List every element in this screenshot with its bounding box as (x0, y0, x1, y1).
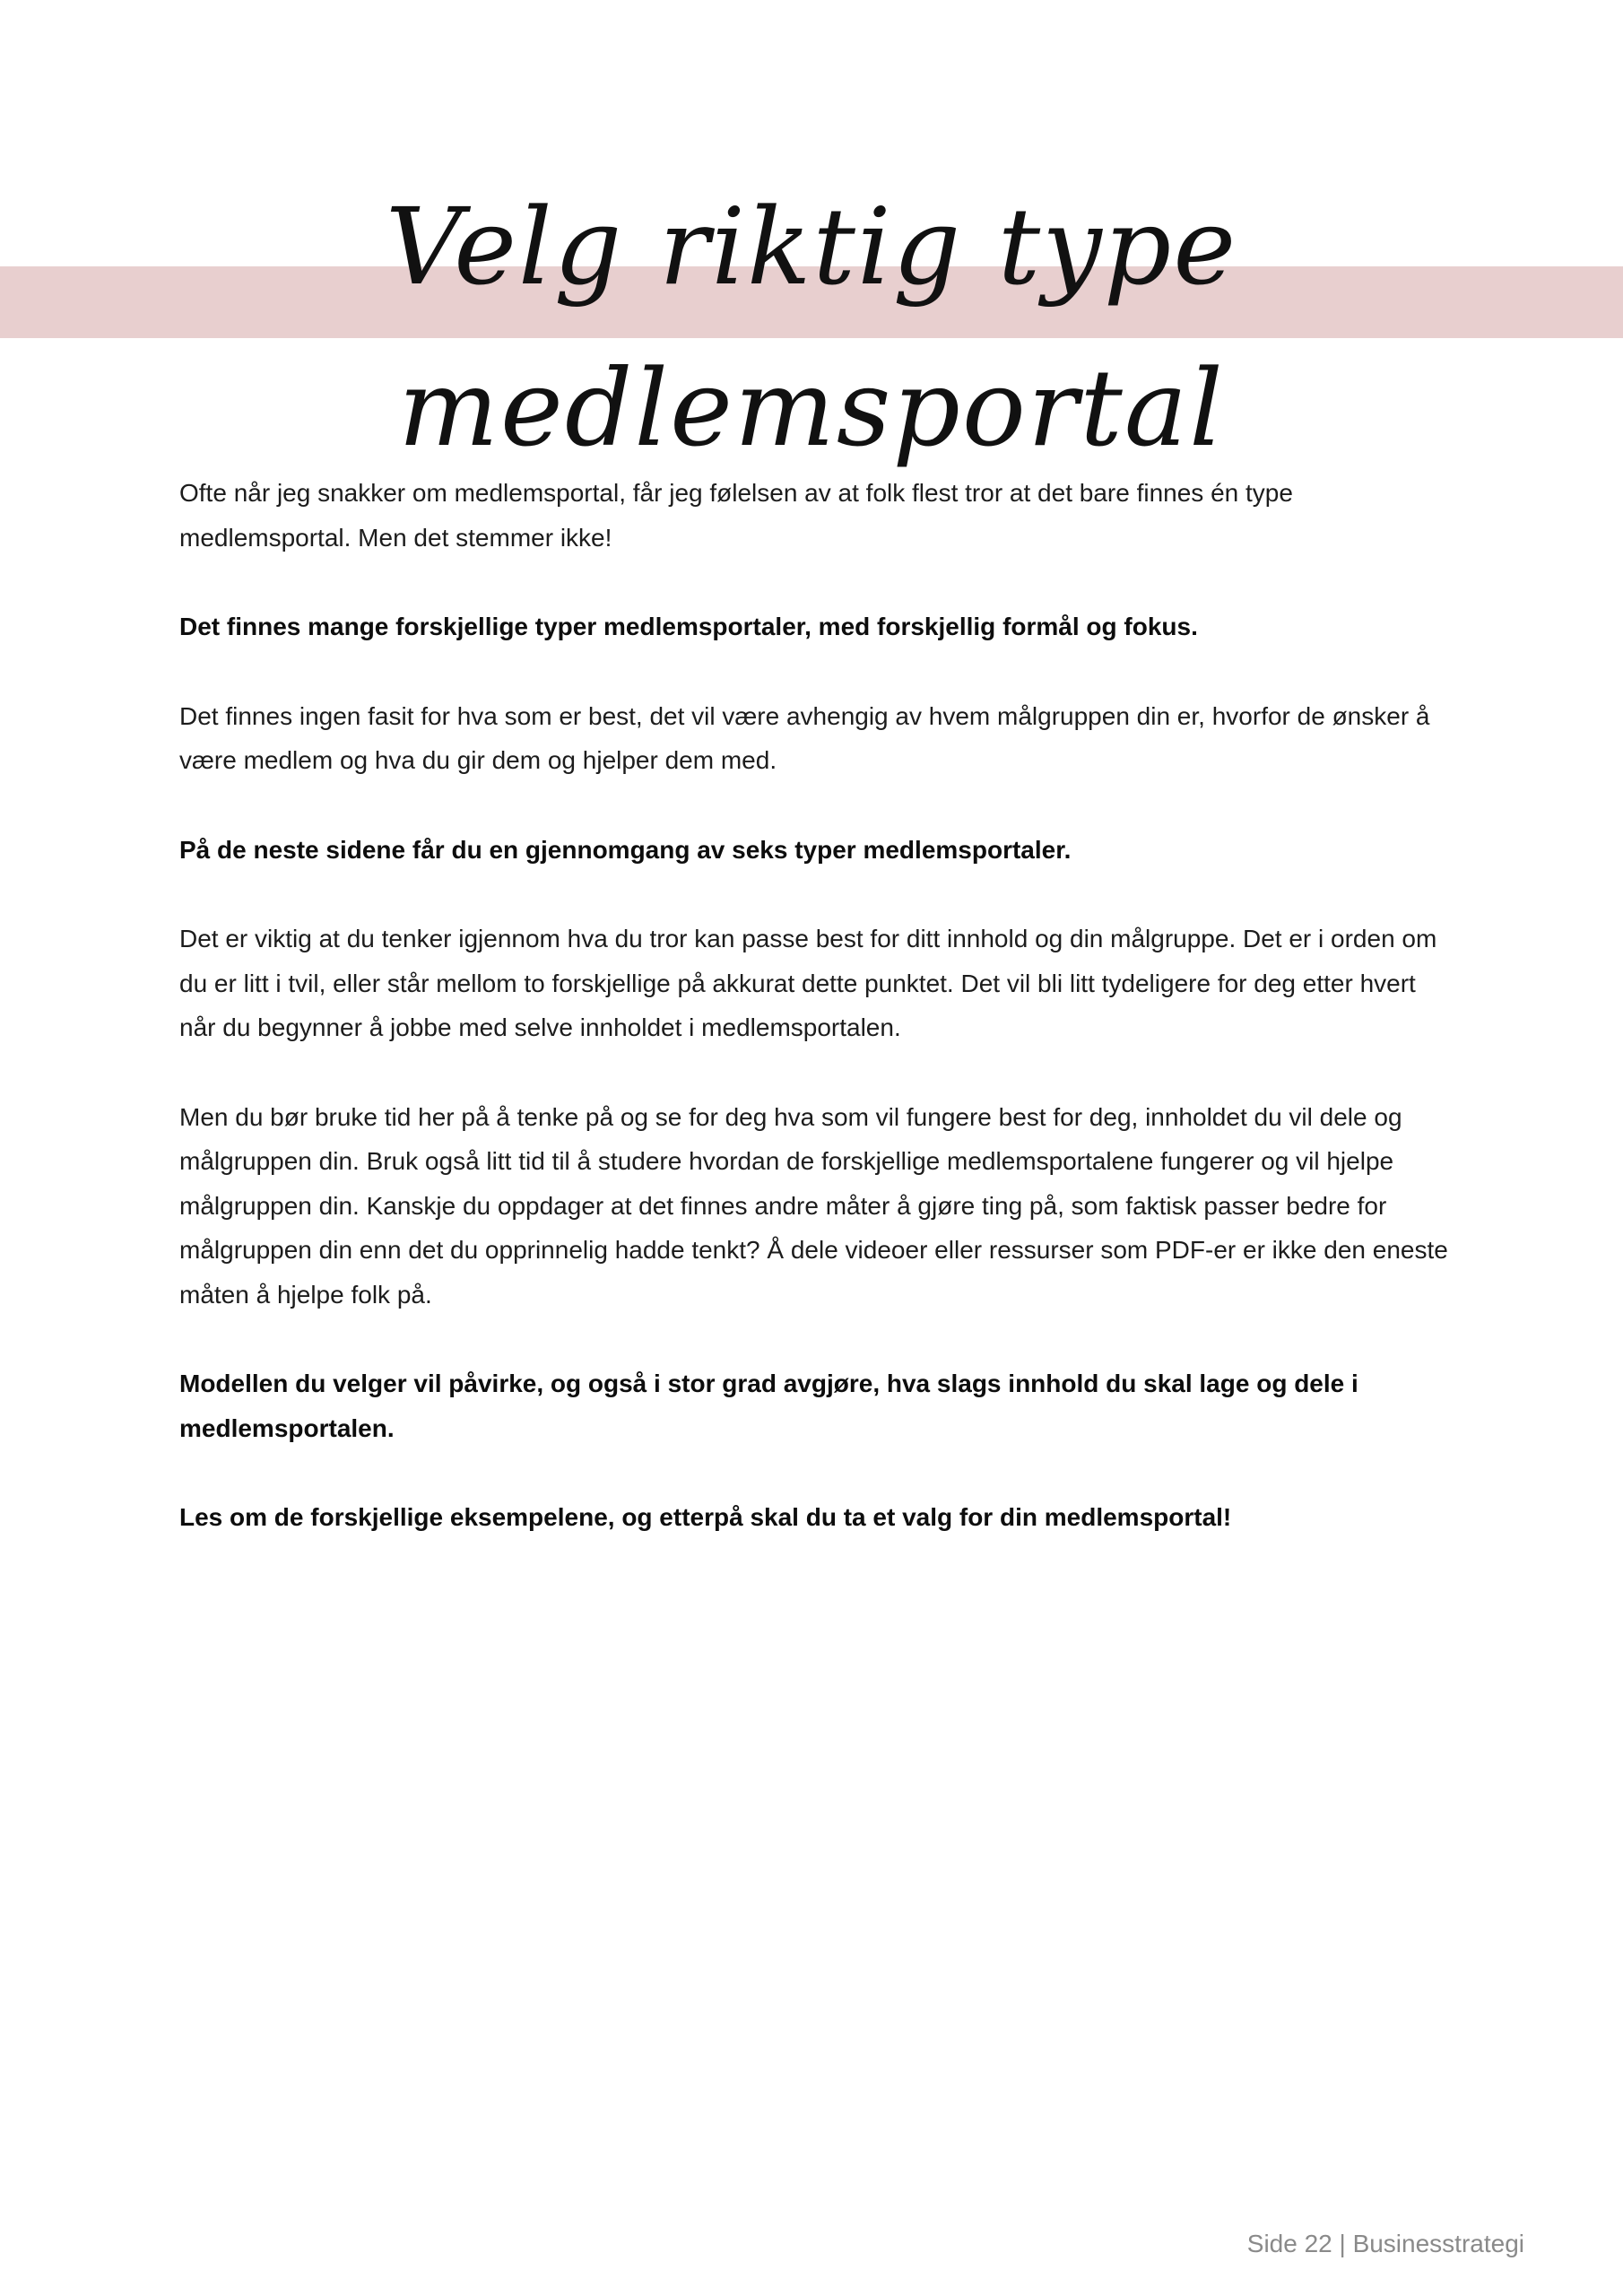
paragraph-highlight-types: Det finnes mange forskjellige typer medlemsportaler, med forskjellig formål og fokus. (179, 613, 1198, 640)
page-footer: Side 22 | Businesstrategi (1246, 2230, 1524, 2257)
paragraph-think-through: Det er viktig at du tenker igjennom hva du tror kan passe best for ditt innhold og din målgruppe. Det er i orden om du er litt i tvil, eller står mellom to forskjellige på akkurat dette punktet. Det vil bli litt tydeligere for deg etter hvert når du begynner å jobbe med selve innholdet i medlemsportalen. (179, 925, 1437, 1041)
paragraph-highlight-examples: Les om de forskjellige eksempelene, og etterpå skal du ta et valg for din medlemsportal! (179, 1503, 1232, 1531)
body-content (179, 471, 1453, 1585)
paragraph-spend-time: Men du bør bruke tid her på å tenke på og se for deg hva som vil fungere best for deg, innholdet du vil dele og målgruppen din. Bruk også litt tid til å studere hvordan de forskjellige medlemsportalene fungerer og vil hjelpe målgruppen din. Kanskje du oppdager at det finnes andre måter å gjøre ting på, som faktisk passer bedre for målgruppen din enn det du opprinnelig hadde tenkt? Å dele videoer eller ressurser som PDF-er er ikke den eneste måten å hjelpe folk på. (179, 1102, 1448, 1309)
page-title: Velg riktig type medlemsportal (385, 185, 1238, 470)
paragraph-highlight-next-pages: På de neste sidene får du en gjennomgang av seks typer medlemsportaler. (179, 835, 1072, 864)
paragraph-no-answer: Det finnes ingen fasit for hva som er best, det vil være avhengig av hvem målgruppen din er, hvorfor de ønsker å være medlem og hva du gir dem og hjelper dem med. (179, 701, 1430, 774)
paragraph-intro: Ofte når jeg snakker om medlemsportal, får jeg følelsen av at folk flest tror at det bare finnes én type medlemsportal. Men det stemmer ikke! (179, 479, 1293, 552)
paragraph-highlight-model: Modellen du velger vil påvirke, og også i stor grad avgjøre, hva slags innhold du skal lage og dele i medlemsportalen. (179, 1370, 1358, 1442)
